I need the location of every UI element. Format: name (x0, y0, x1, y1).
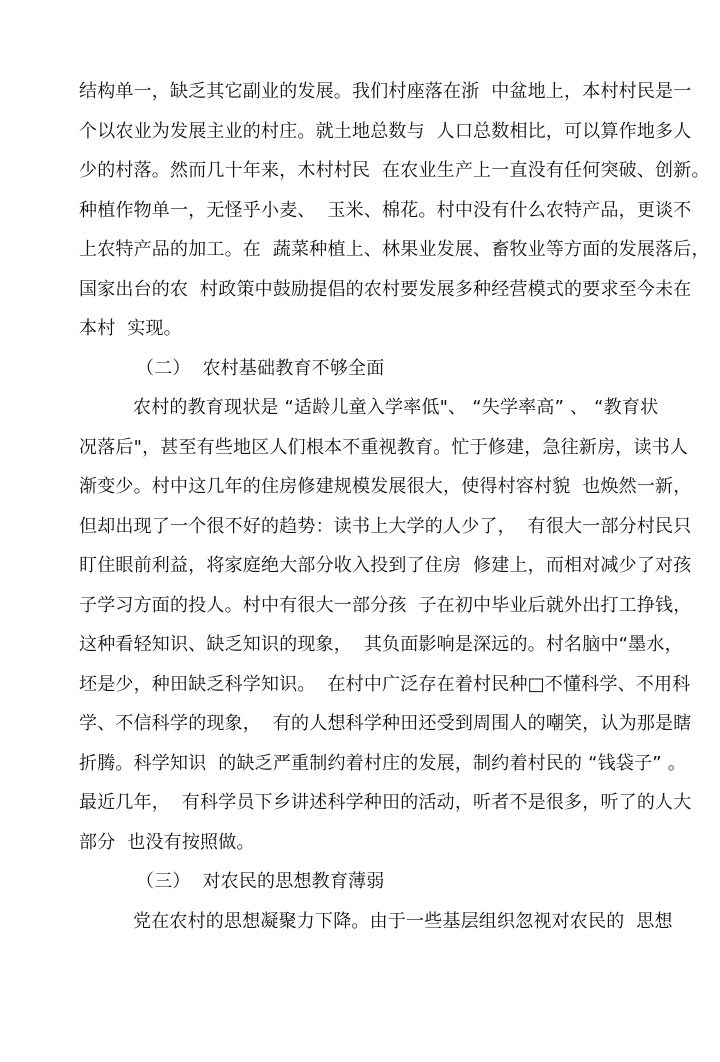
paragraph-line-3: 少的村落。然而几十年来，木村村民 在农业生产上一直没有任何突破、创新。 (79, 160, 710, 181)
paragraph-line-17: 学、不信科学的现象， 有的人想科学种田还受到周围人的嘲笑，认为那是瞎 (79, 713, 692, 734)
section-heading-3: （三） 对农民的思想教育薄弱 (136, 871, 385, 892)
paragraph-line-7: 本村 实现。 (79, 318, 182, 339)
paragraph-line-13: 盯住眼前利益，将家庭绝大部分收入投到了住房 修建上，而相对减少了对孩 (79, 555, 692, 576)
paragraph-line-18: 折腾。科学知识 的缺乏严重制约着村庄的发展，制约着村民的 “钱袋子” 。 (79, 753, 686, 774)
paragraph-line-9: 农村的教育现状是 “适龄儿童入学率低"、 “失学率高” 、 “教育状 (133, 397, 659, 418)
paragraph-line-4: 种植作物单一，无怪乎小麦、 玉米、棉花。村中没有什么农特产品，更谈不 (79, 200, 692, 221)
paragraph-line-10: 况落后"，甚至有些地区人们根本不重视教育。忙于修建，急往新房，读书人 (79, 437, 689, 458)
paragraph-line-12: 但却出现了一个很不好的趋势：读书上大学的人少了， 有很大一部分村民只 (79, 516, 692, 537)
paragraph-line-1: 结构单一，缺乏其它副业的发展。我们村座落在浙 中盆地上，本村村民是一 (79, 81, 692, 102)
paragraph-line-11: 渐变少。村中这几年的住房修建规模发展很大，使得村容村貌 也焕然一新， (79, 476, 692, 497)
paragraph-line-14: 子学习方面的投人。村中有很大一部分孩 子在初中毕业后就外出打工挣钱， (79, 595, 692, 616)
paragraph-line-6: 国家出台的农 村政策中鼓励提倡的农村要发展多种经营模式的要求至今未在 (79, 279, 692, 300)
section-heading-2: （二） 农村基础教育不够全面 (136, 358, 385, 379)
paragraph-line-19: 最近几年， 有科学员下乡讲述科学种田的活动，听者不是很多，听了的人大 (79, 792, 692, 813)
paragraph-line-2: 个以农业为发展主业的村庄。就土地总数与 人口总数相比，可以算作地多人 (79, 121, 692, 142)
paragraph-line-5: 上农特产品的加工。在 蔬菜种植上、林果业发展、畜牧业等方面的发展落后， (79, 239, 710, 260)
paragraph-line-15: 这种看轻知识、缺乏知识的现象， 其负面影响是深远的。村名脑中“墨水， (79, 634, 683, 655)
paragraph-line-20: 部分 也没有按照做。 (79, 832, 255, 853)
paragraph-line-22: 党在农村的思想凝聚力下降。由于一些基层组织忽视对农民的 思想 (133, 911, 673, 932)
paragraph-line-16: 坯是少，种田缺乏科学知识。 在村中广泛存在着村民种□不懂科学、不用科 (79, 674, 691, 695)
